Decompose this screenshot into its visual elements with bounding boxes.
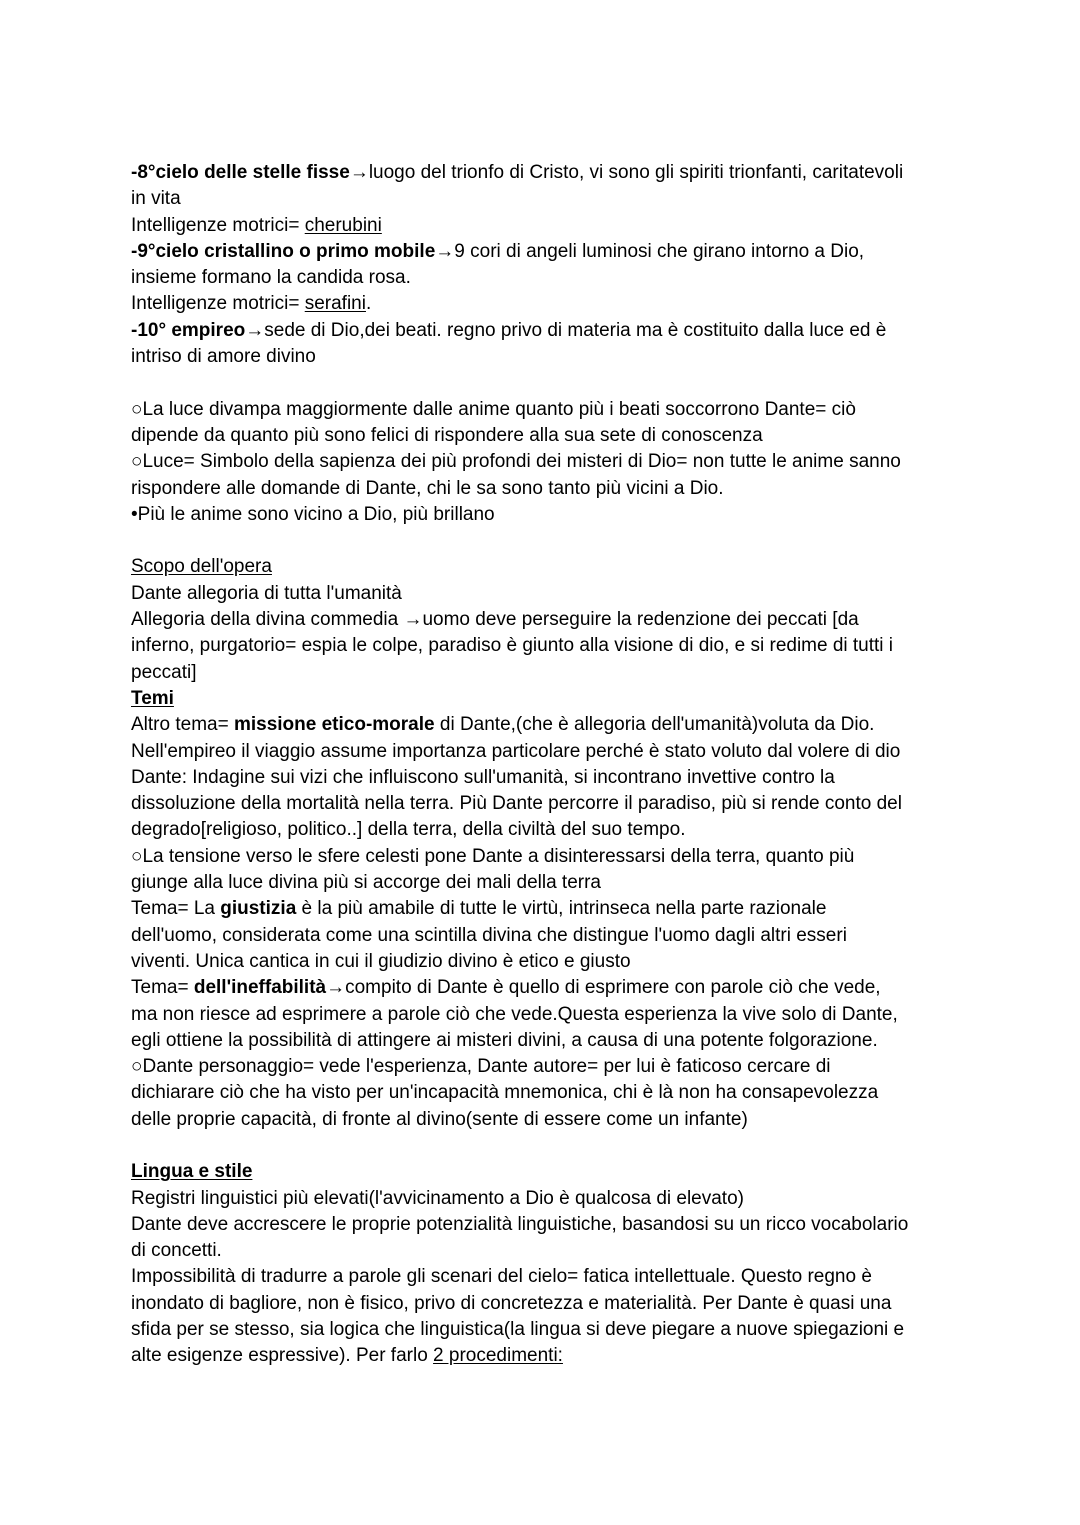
text-line: ○Dante personaggio= vede l'esperienza, Dante autore= per lui è faticoso cercare di bbox=[131, 1056, 831, 1078]
text-line: Registri linguistici più elevati(l'avvicinamento a Dio è qualcosa di elevato) bbox=[131, 1187, 744, 1209]
motrici-line: Intelligenze motrici= serafini. bbox=[131, 293, 372, 315]
arrow-symbol: → bbox=[349, 162, 369, 183]
procedimenti-line: alte esigenze espressive). Per farlo 2 procedimenti: bbox=[131, 1345, 563, 1367]
text-line: Nell'empireo il viaggio assume importanza particolare perché è stato voluto dal volere di dio bbox=[131, 740, 901, 762]
text-line: insieme formano la candida rosa. bbox=[131, 267, 411, 289]
cherubini-term: cherubini bbox=[304, 214, 382, 236]
text-line: di concetti. bbox=[131, 1240, 222, 1262]
arrow-symbol: → bbox=[245, 319, 265, 341]
text-line: dichiarare ciò che ha visto per un'incapacità mnemonica, chi è là non ha consapevolezza bbox=[131, 1082, 879, 1104]
text-line: dell'uomo, considerata come una scintilla divina che distingue l'uomo dagli altri esseri bbox=[131, 924, 847, 946]
text-line: viventi. Unica cantica in cui il giudizio divino è etico e giusto bbox=[131, 950, 631, 972]
document-body bbox=[131, 160, 971, 1370]
tema-giustizia-line: Tema= La giustizia è la più amabile di tutte le virtù, intrinseca nella parte razionale bbox=[131, 898, 827, 920]
text-line: ma non riesce ad esprimere a parole ciò che vede.Questa esperienza la vive solo di Dante, bbox=[131, 1003, 898, 1025]
cielo-8-line: -8°cielo delle stelle fisse→luogo del trionfo di Cristo, vi sono gli spiriti trionfanti, caritatevoli bbox=[131, 162, 904, 183]
text-line: Allegoria della divina commedia →uomo deve perseguire la redenzione dei peccati [da bbox=[131, 609, 859, 631]
tema-etico-line: Altro tema= missione etico-morale di Dante,(che è allegoria dell'umanità)voluta da Dio. bbox=[131, 714, 875, 736]
text-line: peccati] bbox=[131, 661, 197, 683]
procedimenti-term: 2 procedimenti: bbox=[433, 1345, 563, 1367]
spacer bbox=[131, 528, 971, 554]
text-line: dipende da quanto più sono felici di rispondere alla sua sete di conoscenza bbox=[131, 424, 763, 446]
text-line: Dante deve accrescere le proprie potenzialità linguistiche, basandosi su un ricco vocabolario bbox=[131, 1213, 909, 1235]
cielo-10-title: -10° empireo bbox=[131, 319, 246, 341]
text-line: inondato di bagliore, non è fisico, privo di concretezza e materialità. Per Dante è quasi una bbox=[131, 1292, 892, 1314]
text-line: sfida per se stesso, sia logica che linguistica(la lingua si deve piegare a nuove spiegazioni e bbox=[131, 1319, 905, 1341]
arrow-symbol: → bbox=[435, 240, 455, 262]
spacer bbox=[131, 370, 971, 396]
text-line: ○La tensione verso le sfere celesti pone Dante a disinteressarsi della terra, quanto più bbox=[131, 845, 855, 867]
text-line: in vita bbox=[131, 188, 181, 210]
tema-ineffabilita-line: Tema= dell'ineffabilità→compito di Dante è quello di esprimere con parole ciò che vede, bbox=[131, 977, 881, 999]
motrici-line: Intelligenze motrici= cherubini bbox=[131, 214, 382, 236]
cielo-10-line: -10° empireo→sede di Dio,dei beati. regno privo di materia ma è costituito dalla luce ed è bbox=[131, 319, 887, 341]
text-line: degrado[religioso, politico..] della terra, della civiltà del suo tempo. bbox=[131, 819, 686, 841]
cielo-9-line: -9°cielo cristallino o primo mobile→9 cori di angeli luminosi che girano intorno a Dio, bbox=[131, 240, 865, 262]
text-line: delle proprie capacità, di fronte al divino(sente di essere come un infante) bbox=[131, 1108, 748, 1130]
serafini-term: serafini bbox=[304, 293, 366, 315]
text-line: giunge alla luce divina più si accorge dei mali della terra bbox=[131, 872, 601, 894]
text-line: Dante: Indagine sui vizi che influiscono sull'umanità, si incontrano invettive contro la bbox=[131, 766, 835, 788]
temi-heading: Temi bbox=[131, 687, 174, 709]
scopo-heading: Scopo dell'opera bbox=[131, 556, 272, 578]
cielo-9-title: -9°cielo cristallino o primo mobile bbox=[131, 240, 436, 262]
spacer bbox=[131, 1133, 971, 1159]
text-line: rispondere alle domande di Dante, chi le sa sono tanto più vicini a Dio. bbox=[131, 477, 724, 499]
text-line: intriso di amore divino bbox=[131, 346, 316, 368]
cielo-8-title: -8°cielo delle stelle fisse bbox=[131, 162, 350, 183]
text-line: inferno, purgatorio= espia le colpe, paradiso è giunto alla visione di dio, e si redime di tutti i bbox=[131, 635, 894, 657]
text-line: Dante allegoria di tutta l'umanità bbox=[131, 582, 402, 604]
text-line: egli ottiene la possibilità di attingere ai misteri divini, a causa di una potente folgorazione. bbox=[131, 1029, 878, 1051]
luce-bullet: ○La luce divampa maggiormente dalle anime quanto più i beati soccorrono Dante= ciò bbox=[131, 398, 856, 420]
luce-bullet: ○Luce= Simbolo della sapienza dei più profondi dei misteri di Dio= non tutte le anime sanno bbox=[131, 451, 901, 473]
lingua-heading: Lingua e stile bbox=[131, 1161, 253, 1183]
text-line: dissoluzione della mortalità nella terra. Più Dante percorre il paradiso, più si rende conto del bbox=[131, 793, 902, 815]
arrow-symbol: → bbox=[326, 977, 346, 999]
luce-bullet: •Più le anime sono vicino a Dio, più brillano bbox=[131, 503, 495, 525]
text-line: Impossibilità di tradurre a parole gli scenari del cielo= fatica intellettuale. Questo regno è bbox=[131, 1266, 872, 1288]
